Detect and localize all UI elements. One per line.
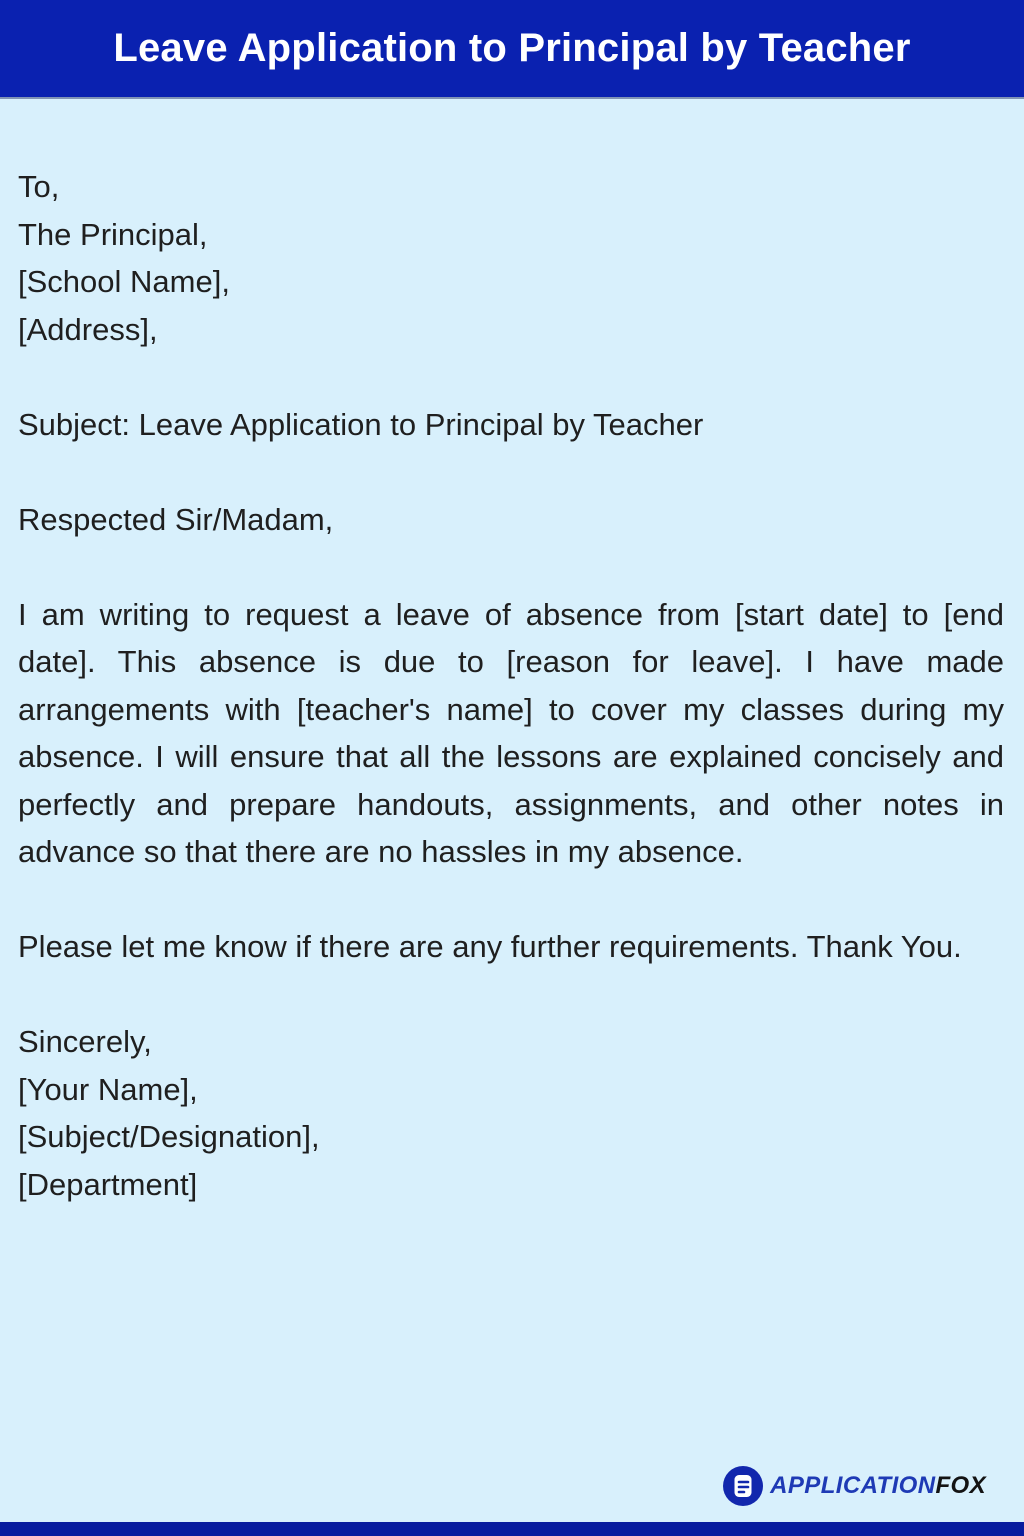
signature-line: Sincerely, bbox=[18, 1024, 152, 1059]
signature-line: [Subject/Designation], bbox=[18, 1119, 320, 1154]
address-line: To, bbox=[18, 169, 60, 204]
address-line: [School Name], bbox=[18, 264, 230, 299]
body-paragraph: I am writing to request a leave of absence from [start date] to [end date]. This absence is due to [reason for leave]. I have made arrangements with [teacher's name] to cover my classes during my absence. I will ensure that all the lessons are explained concisely and perfectly and prepare handouts, assignments, and other notes in advance so that there are no hassles in my absence. bbox=[18, 596, 1004, 869]
brand-logo-text-secondary: FOX bbox=[935, 1472, 986, 1499]
salutation-line: Respected Sir/Madam, bbox=[18, 501, 334, 537]
letter-body bbox=[0, 97, 1024, 1208]
signature-line: [Your Name], bbox=[18, 1071, 198, 1107]
closing-paragraph: Please let me know if there are any further requirements. Thank You. bbox=[18, 929, 962, 964]
title-banner bbox=[0, 0, 1024, 97]
document-circle-icon bbox=[723, 1466, 763, 1506]
signature-line: [Department] bbox=[18, 1166, 198, 1202]
address-line: The Principal, bbox=[18, 216, 208, 252]
bottom-accent-bar bbox=[0, 1522, 1024, 1536]
brand-logo-text-primary: APPLICATION bbox=[770, 1472, 936, 1499]
subject-line: Subject: Leave Application to Principal by Teacher bbox=[18, 406, 704, 442]
page-title: Leave Application to Principal by Teacher bbox=[113, 26, 911, 70]
brand-logo-text bbox=[770, 1472, 986, 1500]
address-block bbox=[18, 163, 1004, 353]
brand-logo bbox=[723, 1466, 986, 1506]
signature-block bbox=[18, 1018, 1004, 1208]
address-line: [Address], bbox=[18, 311, 158, 347]
